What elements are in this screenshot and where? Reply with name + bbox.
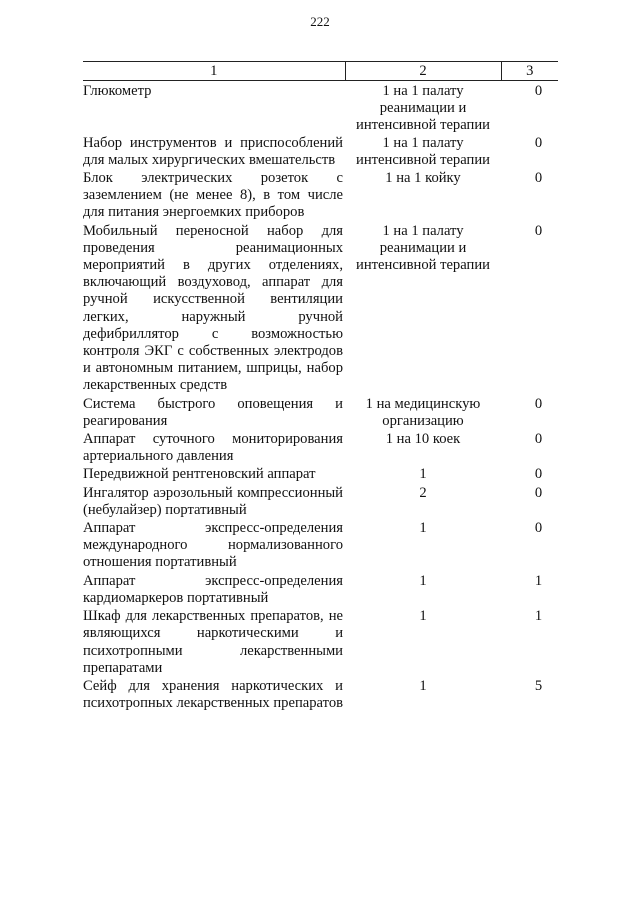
quantity-cell: 0 (534, 431, 543, 448)
norm-cell: 1 на 1 палату реанимации и интенсивной терапии (356, 222, 490, 274)
column-header-2: 2 (345, 62, 501, 81)
norm-cell: 1 на 1 палату интенсивной терапии (356, 134, 490, 168)
norm-cell: 1 (419, 677, 427, 694)
quantity-cell: 0 (534, 395, 543, 412)
quantity-cell: 1 (534, 608, 543, 625)
norm-cell: 1 (419, 572, 427, 589)
equipment-name-cell: Аппарат экспресс-определения кардиомаркеров портативный (83, 572, 343, 606)
table-row (83, 81, 558, 135)
equipment-name-cell: Аппарат суточного мониторирования артериального давления (83, 431, 343, 465)
equipment-name-cell: Сейф для хранения наркотических и психотропных лекарственных препаратов (83, 677, 344, 712)
table-row (83, 396, 558, 431)
equipment-table (83, 61, 558, 713)
table-row (83, 223, 558, 396)
quantity-cell: 0 (534, 134, 543, 151)
norm-cell: 1 (419, 608, 427, 625)
quantity-cell: 0 (534, 170, 543, 187)
table-row (83, 170, 558, 223)
equipment-name-cell: Шкаф для лекарственных препаратов, не являющихся наркотическими и психотропными лекарственными препаратами (83, 608, 343, 676)
column-header-3: 3 (501, 62, 558, 81)
norm-cell: 1 на 10 коек (385, 431, 461, 448)
quantity-cell: 0 (534, 484, 543, 501)
column-header-1: 1 (83, 62, 345, 81)
table-row (83, 678, 558, 713)
norm-cell: 2 (419, 484, 427, 501)
table-header (83, 62, 558, 81)
norm-cell: 1 на 1 койку (385, 170, 461, 187)
quantity-cell: 0 (534, 466, 543, 483)
norm-cell: 1 на медицинскую организацию (365, 395, 481, 429)
equipment-name-cell: Мобильный переносной набор для проведения реанимационных мероприятий в других отделениях, включающий воздуховод, аппарат для ручной искусственной вентиляции легких, наружный ручной дефибриллятор с возможностью контроля ЭКГ с собственных электродов и автономным питанием, шприцы, набор лекарственных средств (83, 222, 343, 394)
quantity-cell: 1 (534, 572, 543, 589)
quantity-cell: 0 (534, 520, 543, 537)
equipment-name-cell: Блок электрических розеток с заземлением (не менее 8), в том числе для питания энергоемких приборов (83, 170, 343, 221)
norm-cell: 1 на 1 палату реанимации и интенсивной терапии (356, 83, 490, 134)
table-row (83, 608, 558, 678)
equipment-name-cell: Передвижной рентгеновский аппарат (83, 466, 316, 483)
table-row (83, 520, 558, 573)
page-number: 222 (310, 14, 330, 29)
table-row (83, 573, 558, 608)
equipment-name-cell: Набор инструментов и приспособлений для малых хирургических вмешательств (83, 134, 343, 168)
quantity-cell: 0 (534, 222, 543, 239)
table-row (83, 466, 558, 484)
table-row (83, 135, 558, 170)
quantity-cell: 0 (534, 83, 543, 99)
table-row (83, 485, 558, 520)
quantity-cell: 5 (534, 677, 543, 694)
equipment-name-cell: Ингалятор аэрозольный компрессионный (небулайзер) портативный (83, 484, 343, 518)
equipment-name-cell: Аппарат экспресс-определения международного нормализованного отношения портативный (83, 520, 343, 571)
table-body (83, 81, 558, 714)
equipment-name-cell: Глюкометр (83, 83, 152, 99)
table-row (83, 431, 558, 466)
equipment-name-cell: Система быстрого оповещения и реагирования (83, 395, 343, 429)
norm-cell: 1 (419, 520, 427, 537)
norm-cell: 1 (419, 466, 427, 483)
